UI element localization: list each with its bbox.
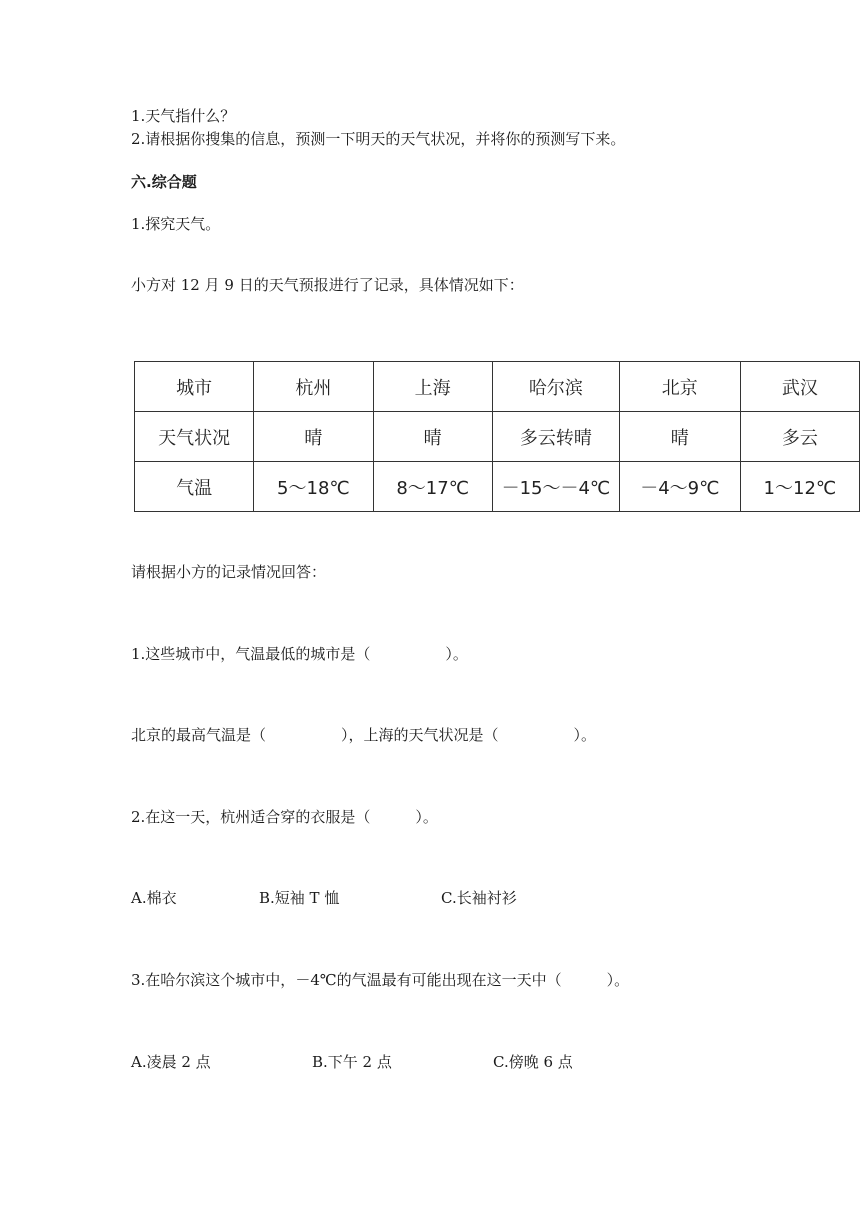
- table-cell: 8～17℃: [373, 462, 492, 512]
- sub-question-2: 2.在这一天，杭州适合穿的衣服是（ ）。: [131, 808, 438, 826]
- table-row-temperature: [135, 462, 860, 512]
- option-2b: B.短袖 T 恤: [259, 889, 340, 907]
- table-cell: 北京: [619, 362, 740, 412]
- table-cell: 晴: [619, 412, 740, 462]
- table-cell: 气温: [135, 462, 254, 512]
- table-cell: －15～－4℃: [492, 462, 619, 512]
- table-cell: 1～12℃: [740, 462, 859, 512]
- option-2a: A.棉衣: [131, 889, 177, 907]
- table-intro: 小方对 12 月 9 日的天气预报进行了记录，具体情况如下：: [131, 276, 524, 294]
- table-cell: 晴: [254, 412, 373, 462]
- sub-question-1b: 北京的最高气温是（ ），上海的天气状况是（ ）。: [131, 726, 597, 744]
- question-1: 1.天气指什么？: [131, 107, 236, 125]
- item-1-heading: 1.探究天气。: [131, 215, 221, 233]
- sub-question-1a: 1.这些城市中，气温最低的城市是（ ）。: [131, 645, 468, 663]
- table-cell: 天气状况: [135, 412, 254, 462]
- table-cell: 城市: [135, 362, 254, 412]
- table-row-city: [135, 362, 860, 412]
- answer-prompt: 请根据小方的记录情况回答：: [131, 563, 327, 581]
- table-row-weather: [135, 412, 860, 462]
- table-cell: 杭州: [254, 362, 373, 412]
- table-cell: 多云: [740, 412, 859, 462]
- table-cell: 5～18℃: [254, 462, 373, 512]
- weather-table: [134, 361, 860, 512]
- option-3c: C.傍晚 6 点: [493, 1053, 573, 1071]
- table-cell: 武汉: [740, 362, 859, 412]
- sub-question-3: 3.在哈尔滨这个城市中，－4℃的气温最有可能出现在这一天中（ ）。: [131, 971, 630, 989]
- table-cell: －4～9℃: [619, 462, 740, 512]
- table-cell: 哈尔滨: [492, 362, 619, 412]
- option-2c: C.长袖衬衫: [441, 889, 517, 907]
- table-cell: 上海: [373, 362, 492, 412]
- section-title: 六.综合题: [131, 173, 197, 191]
- table-cell: 晴: [373, 412, 492, 462]
- option-3b: B.下午 2 点: [312, 1053, 392, 1071]
- question-2: 2.请根据你搜集的信息，预测一下明天的天气状况，并将你的预测写下来。: [131, 130, 626, 148]
- table-cell: 多云转晴: [492, 412, 619, 462]
- option-3a: A.凌晨 2 点: [131, 1053, 211, 1071]
